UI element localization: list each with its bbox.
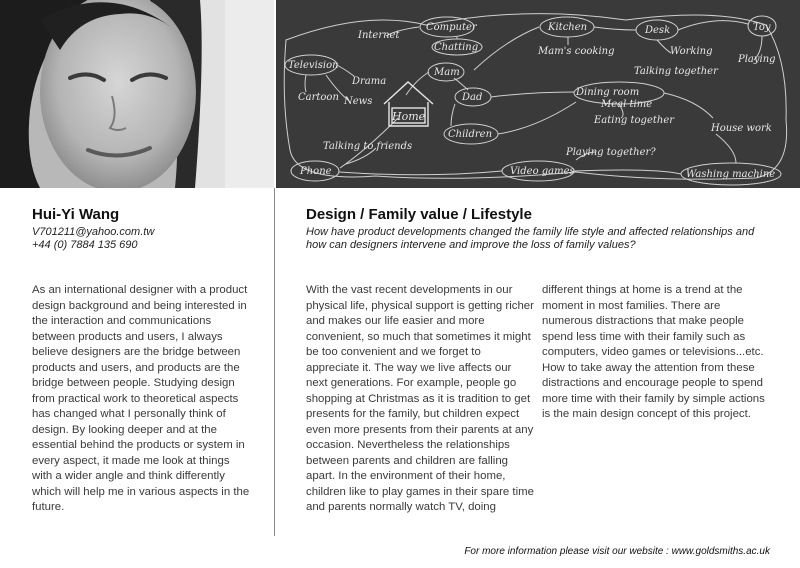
designer-contact [32,226,154,252]
node-house-work: House work [711,123,772,134]
node-video-games: Video games [510,166,575,177]
node-talking-together: Talking together [634,66,718,77]
column-divider [274,188,275,536]
node-working: Working [670,46,713,57]
node-kitchen: Kitchen [548,22,588,33]
family-mindmap [276,0,800,188]
node-news: News [344,96,373,107]
designer-email: V701211@yahoo.com.tw [32,226,155,238]
node-desk: Desk [645,25,671,36]
node-eating-together: Eating together [594,115,675,126]
node-mam: Mam [434,67,460,78]
node-drama: Drama [352,76,387,87]
project-title: Design / Family value / Lifestyle [306,206,532,223]
node-television: Television [288,60,339,71]
project-question: How have product developments changed the family life style and affected relationships and how can designers intervene and improve the loss of family values? [306,226,755,251]
node-moms-cooking: Mam's cooking [538,46,615,57]
node-dad: Dad [462,92,483,103]
node-cartoon: Cartoon [298,92,339,103]
node-children: Children [448,129,493,140]
project-text-column-2: different things at home is a trend at the moment in most families. There are numerous distractions that make people spend less time with their family such as computers, video games or televisions...etc. How to take away the attention from these distractions and encourage people to spend more time with their family by simple actions is the main design concept of this project. [542,284,765,420]
designer-name: Hui-Yi Wang [32,206,120,223]
node-toy: Toy [753,22,771,33]
node-internet: Internet [358,30,400,41]
node-computer: Computer [426,22,477,33]
project-text-column-1: With the vast recent developments in our physical life, physical support is getting richer and makes our life easier and more convenient, so much that sometimes it might be too convenient and we forget to appreciate it. The way we live affects our next generations. For example, people go shopping at Christmas as it is tradition to get presents for the family, but children expect even more presents from their parents at any occasion. Nevertheless the relationships between parents and children are falling apart. In the environment of their home, children like to play games in their spare time and parents normally watch TV, doing [306,284,534,513]
node-washing-machine: Washing machine [686,169,776,180]
footer-website: For more information please visit our website : www.goldsmiths.ac.uk [464,546,770,557]
node-chatting: Chatting [434,42,479,53]
node-playing-together: Playing together? [566,147,656,158]
node-dining-room: Dining room [576,87,640,98]
designer-portrait [0,0,274,188]
node-phone: Phone [300,166,332,177]
designer-bio: As an international designer with a product design background and being interested in the interaction and communications between products and users, I always believe designers are the bridge between products and users, and products are the bridge between people. Studying design from practical work to theoretical aspects has changed what I personally think of design. By looking deeper and at the essential behind the products or system in every aspect, it made me look at things with a wider angle and think differently which will help me in various aspects in the future. [32,284,250,513]
designer-phone: +44 (0) 7884 135 690 [32,239,138,251]
node-playing: Playing [738,54,776,65]
node-talking-to-friends: Talking to friends [323,141,413,152]
node-home: Home [392,110,426,123]
node-meal-time: Meal time [601,99,653,110]
